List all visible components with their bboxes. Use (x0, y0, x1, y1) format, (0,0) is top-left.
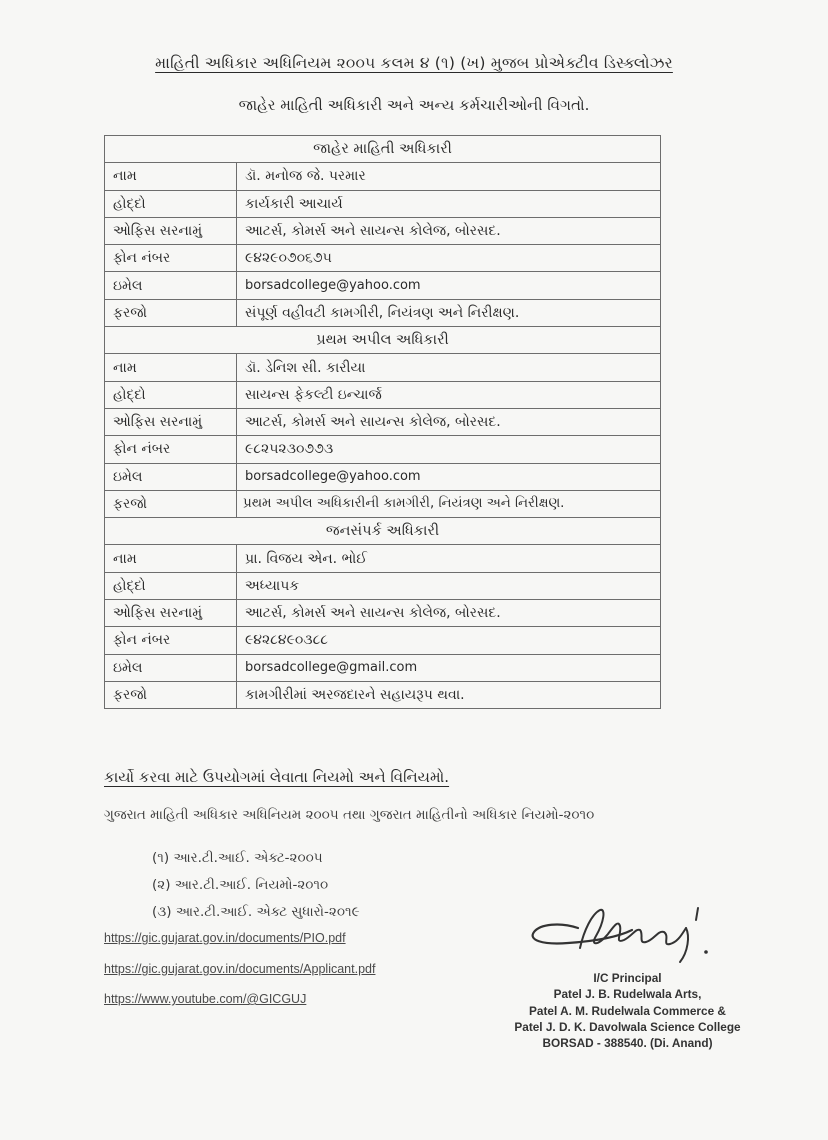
label-phone: ફોન નંબર (105, 245, 237, 272)
officer-office-address: આટર્સ, કોમર્સ અને સાયન્સ કોલેજ, બોરસદ. (237, 408, 661, 435)
label-office-address: ઓફિસ સરનામું (105, 600, 237, 627)
label-designation: હોદ્દો (105, 572, 237, 599)
officer-phone: ૯૪૨૮૪૯૦૩૮૮ (237, 627, 661, 654)
signature-icon (520, 900, 730, 965)
link-youtube-gicguj[interactable]: https://www.youtube.com/@GICGUJ (104, 992, 307, 1006)
label-phone: ફોન નંબર (105, 627, 237, 654)
label-name: નામ (105, 163, 237, 190)
stamp-line: Patel A. M. Rudelwala Commerce & (529, 1003, 726, 1018)
section-heading-row (105, 136, 661, 163)
officer-name: ડૉ. મનોજ જે. પરમાર (237, 163, 661, 190)
officer-designation: અધ્યાપક (237, 572, 661, 599)
table-row (105, 600, 661, 627)
document-title-text: માહિતી અધિકાર અધિનિયમ ૨૦૦૫ કલમ ૪ (૧) (ખ) મુજબ પ્રોએક્ટીવ ડિસ્ક્લોઝર (155, 54, 673, 72)
rule-item: (૩) આર.ટી.આઈ. એક્ટ સુધારો-૨૦૧૯ (152, 904, 360, 920)
table-row (105, 408, 661, 435)
table-row (105, 190, 661, 217)
label-designation: હોદ્દો (105, 190, 237, 217)
rules-heading: કાર્યો કરવા માટે ઉપયોગમાં લેવાતા નિયમો અને વિનિયમો. (104, 768, 450, 786)
table-row (105, 572, 661, 599)
table-row (105, 490, 661, 517)
officer-designation: કાર્યકારી આચાર્ય (237, 190, 661, 217)
section-heading: જનસંપર્ક અધિકારી (105, 518, 661, 545)
table-row (105, 381, 661, 408)
table-row (105, 681, 661, 708)
table-row (105, 545, 661, 572)
label-office-address: ઓફિસ સરનામું (105, 408, 237, 435)
table-row (105, 245, 661, 272)
label-designation: હોદ્દો (105, 381, 237, 408)
officer-duties: સંપૂર્ણ વહીવટી કામગીરી, નિયંત્રણ અને નિરીક્ષણ. (237, 299, 661, 326)
label-name: નામ (105, 354, 237, 381)
label-email: ઇમેલ (105, 272, 237, 299)
principal-stamp (505, 970, 750, 1051)
table-row (105, 654, 661, 681)
rule-item: (૨) આર.ટી.આઈ. નિયમો-૨૦૧૦ (152, 877, 329, 893)
link-pio-pdf[interactable]: https://gic.gujarat.gov.in/documents/PIO.pdf (104, 931, 346, 945)
officer-name: ડૉ. ડેનિશ સી. કારીયા (237, 354, 661, 381)
label-name: નામ (105, 545, 237, 572)
officer-designation: સાયન્સ ફેકલ્ટી ઇન્ચાર્જ (237, 381, 661, 408)
label-phone: ફોન નંબર (105, 436, 237, 463)
document-subtitle: જાહેર માહિતી અધિકારી અને અન્ય કર્મચારીઓની વિગતો. (238, 96, 590, 114)
table-row (105, 436, 661, 463)
link-applicant-pdf[interactable]: https://gic.gujarat.gov.in/documents/Applicant.pdf (104, 962, 376, 976)
officer-email: borsadcollege@yahoo.com (237, 272, 661, 299)
officer-office-address: આટર્સ, કોમર્સ અને સાયન્સ કોલેજ, બોરસદ. (237, 600, 661, 627)
stamp-line: BORSAD - 388540. (Di. Anand) (542, 1036, 713, 1051)
officer-email: borsadcollege@gmail.com (237, 654, 661, 681)
document-title (0, 54, 828, 73)
label-duties: ફરજો (105, 681, 237, 708)
officer-email: borsadcollege@yahoo.com (237, 463, 661, 490)
label-duties: ફરજો (105, 299, 237, 326)
stamp-line: I/C Principal (593, 971, 662, 985)
label-email: ઇમેલ (105, 463, 237, 490)
stamp-line: Patel J. D. K. Davolwala Science College (514, 1019, 741, 1034)
label-email: ઇમેલ (105, 654, 237, 681)
officer-phone: ૯૮૨૫૨૩૦૭૭૩ (237, 436, 661, 463)
officer-office-address: આટર્સ, કોમર્સ અને સાયન્સ કોલેજ, બોરસદ. (237, 217, 661, 244)
table-row (105, 354, 661, 381)
table-row (105, 163, 661, 190)
section-heading: પ્રથમ અપીલ અધિકારી (105, 327, 661, 354)
table-row (105, 463, 661, 490)
section-heading-row (105, 518, 661, 545)
label-duties: ફરજો (105, 490, 237, 517)
officer-phone: ૯૪૨૯૦૭૦૬૭૫ (237, 245, 661, 272)
stamp-line: Patel J. B. Rudelwala Arts, (553, 987, 702, 1002)
officer-name: પ્રા. વિજય એન. ભોઈ (237, 545, 661, 572)
table-row (105, 272, 661, 299)
signature-block (505, 900, 765, 1060)
table-row (105, 299, 661, 326)
officer-duties: પ્રથમ અપીલ અધિકારીની કામગીરી, નિયંત્રણ અને નિરીક્ષણ. (237, 490, 661, 517)
section-heading-row (105, 327, 661, 354)
officer-duties: કામગીરીમાં અરજદારને સહાયરૂપ થવા. (237, 681, 661, 708)
rules-intro: ગુજરાત માહિતી અધિકાર અધિનિયમ ૨૦૦૫ તથા ગુજરાત માહિતીનો અધિકાર નિયમો-૨૦૧૦ (104, 807, 595, 823)
rule-item: (૧) આર.ટી.આઈ. એક્ટ-૨૦૦૫ (152, 850, 323, 866)
section-heading: જાહેર માહિતી અધિકારી (105, 136, 661, 163)
officers-table (104, 135, 661, 709)
table-row (105, 217, 661, 244)
table-row (105, 627, 661, 654)
label-office-address: ઓફિસ સરનામું (105, 217, 237, 244)
